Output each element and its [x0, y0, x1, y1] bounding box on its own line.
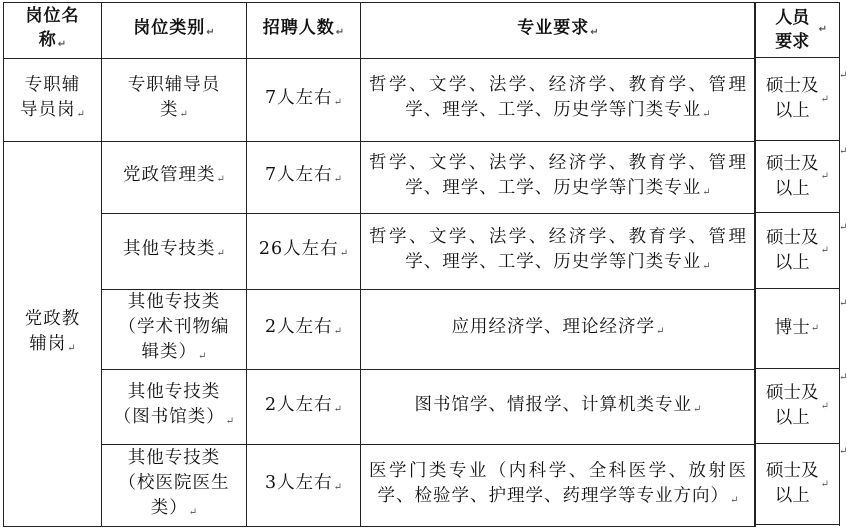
count-cell: [247, 370, 361, 445]
staff-req-cell: [755, 58, 839, 141]
major-cell: [361, 370, 756, 445]
category-text: 其他专技类（图书馆类）: [113, 382, 225, 427]
staff-req-text: 硕士及以上: [766, 153, 819, 199]
header-recruit-count-text: 招聘人数: [262, 18, 335, 38]
post-name-text: 党政教辅岗: [24, 309, 81, 354]
staff-req-column: [754, 2, 840, 526]
major-cell: [361, 290, 756, 370]
row-end-mark: ↵: [839, 146, 847, 157]
count-cell: [247, 59, 361, 142]
header-post-name-text: 岗位名称: [25, 6, 80, 50]
header-row: [4, 3, 756, 59]
count-cell: [247, 445, 361, 527]
table-row: [4, 142, 756, 214]
category-text: 其他专技类（学术刊物编辑类）: [118, 292, 230, 362]
staff-req-cell: [755, 141, 839, 213]
major-cell: [361, 445, 756, 527]
staff-req-cell: [755, 289, 839, 369]
category-cell: [102, 214, 247, 290]
post-name-cell: [4, 59, 102, 142]
staff-req-text: 硕士及以上: [766, 227, 819, 273]
category-cell: [102, 290, 247, 370]
row-end-mark: ↵: [839, 446, 847, 457]
major-text: 哲学、文学、法学、经济学、教育学、管理学、理学、工学、历史学等门类专业: [369, 152, 747, 198]
category-cell: [102, 445, 247, 527]
count-text: 26人左右: [258, 239, 339, 259]
header-post-category: [102, 3, 247, 59]
staff-req-cell: [755, 444, 839, 525]
staff-req-text: 博士: [774, 318, 810, 338]
count-text: 7人左右: [264, 165, 333, 185]
table-row: [4, 445, 756, 527]
major-text: 应用经济学、理论经济学: [451, 317, 656, 337]
major-text: 哲学、文学、法学、经济学、教育学、管理学、理学、工学、历史学等门类专业: [369, 75, 747, 120]
row-end-mark: ↵: [839, 222, 847, 233]
header-staff-req-text: 人员要求: [775, 8, 810, 52]
count-cell: [247, 142, 361, 214]
category-text: 其他专技类（校医院医生类）: [118, 448, 230, 518]
post-name-text: 专职辅导员岗: [20, 75, 81, 120]
row-end-mark: ↵: [839, 298, 847, 309]
staff-req-text: 硕士及以上: [766, 461, 819, 506]
row-end-mark: ↵: [839, 372, 847, 383]
category-text: 专职辅导员类: [127, 75, 221, 120]
table-row: [4, 370, 756, 445]
count-cell: [247, 214, 361, 290]
staff-req-text: 硕士及以上: [766, 383, 819, 428]
category-text: 党政管理类: [123, 165, 216, 185]
header-major-req-text: 专业要求: [517, 18, 590, 38]
major-text: 医学门类专业（内科学、全科医学、放射医学、检验学、护理学、药理学等专业方向）: [369, 460, 747, 506]
table-row: [4, 59, 756, 142]
count-text: 3人左右: [264, 473, 333, 493]
category-cell: [102, 59, 247, 142]
header-post-name: [4, 3, 102, 59]
header-post-category-text: 岗位类别: [133, 18, 206, 38]
major-cell: [361, 142, 756, 214]
header-major-req: [361, 3, 756, 59]
staff-req-cell: [755, 369, 839, 444]
staff-req-text: 硕士及以上: [766, 76, 819, 121]
recruitment-table: [3, 2, 756, 527]
major-text: 图书馆学、情报学、计算机类专业: [414, 394, 693, 415]
count-text: 2人左右: [264, 317, 333, 337]
category-cell: [102, 142, 247, 214]
row-end-mark: ↵: [839, 70, 847, 81]
header-staff-req: [755, 2, 839, 58]
header-recruit-count: [247, 3, 361, 59]
major-text: 哲学、文学、法学、经济学、教育学、管理学、理学、工学、历史学等门类专业: [369, 226, 747, 272]
count-text: 7人左右: [264, 87, 333, 108]
post-name-cell: [4, 142, 102, 527]
table-row: [4, 214, 756, 290]
staff-req-cell: [755, 213, 839, 289]
table-row: [4, 290, 756, 370]
category-cell: [102, 370, 247, 445]
count-cell: [247, 290, 361, 370]
major-cell: [361, 214, 756, 290]
category-text: 其他专技类: [123, 239, 216, 259]
count-text: 2人左右: [264, 394, 333, 415]
major-cell: [361, 59, 756, 142]
